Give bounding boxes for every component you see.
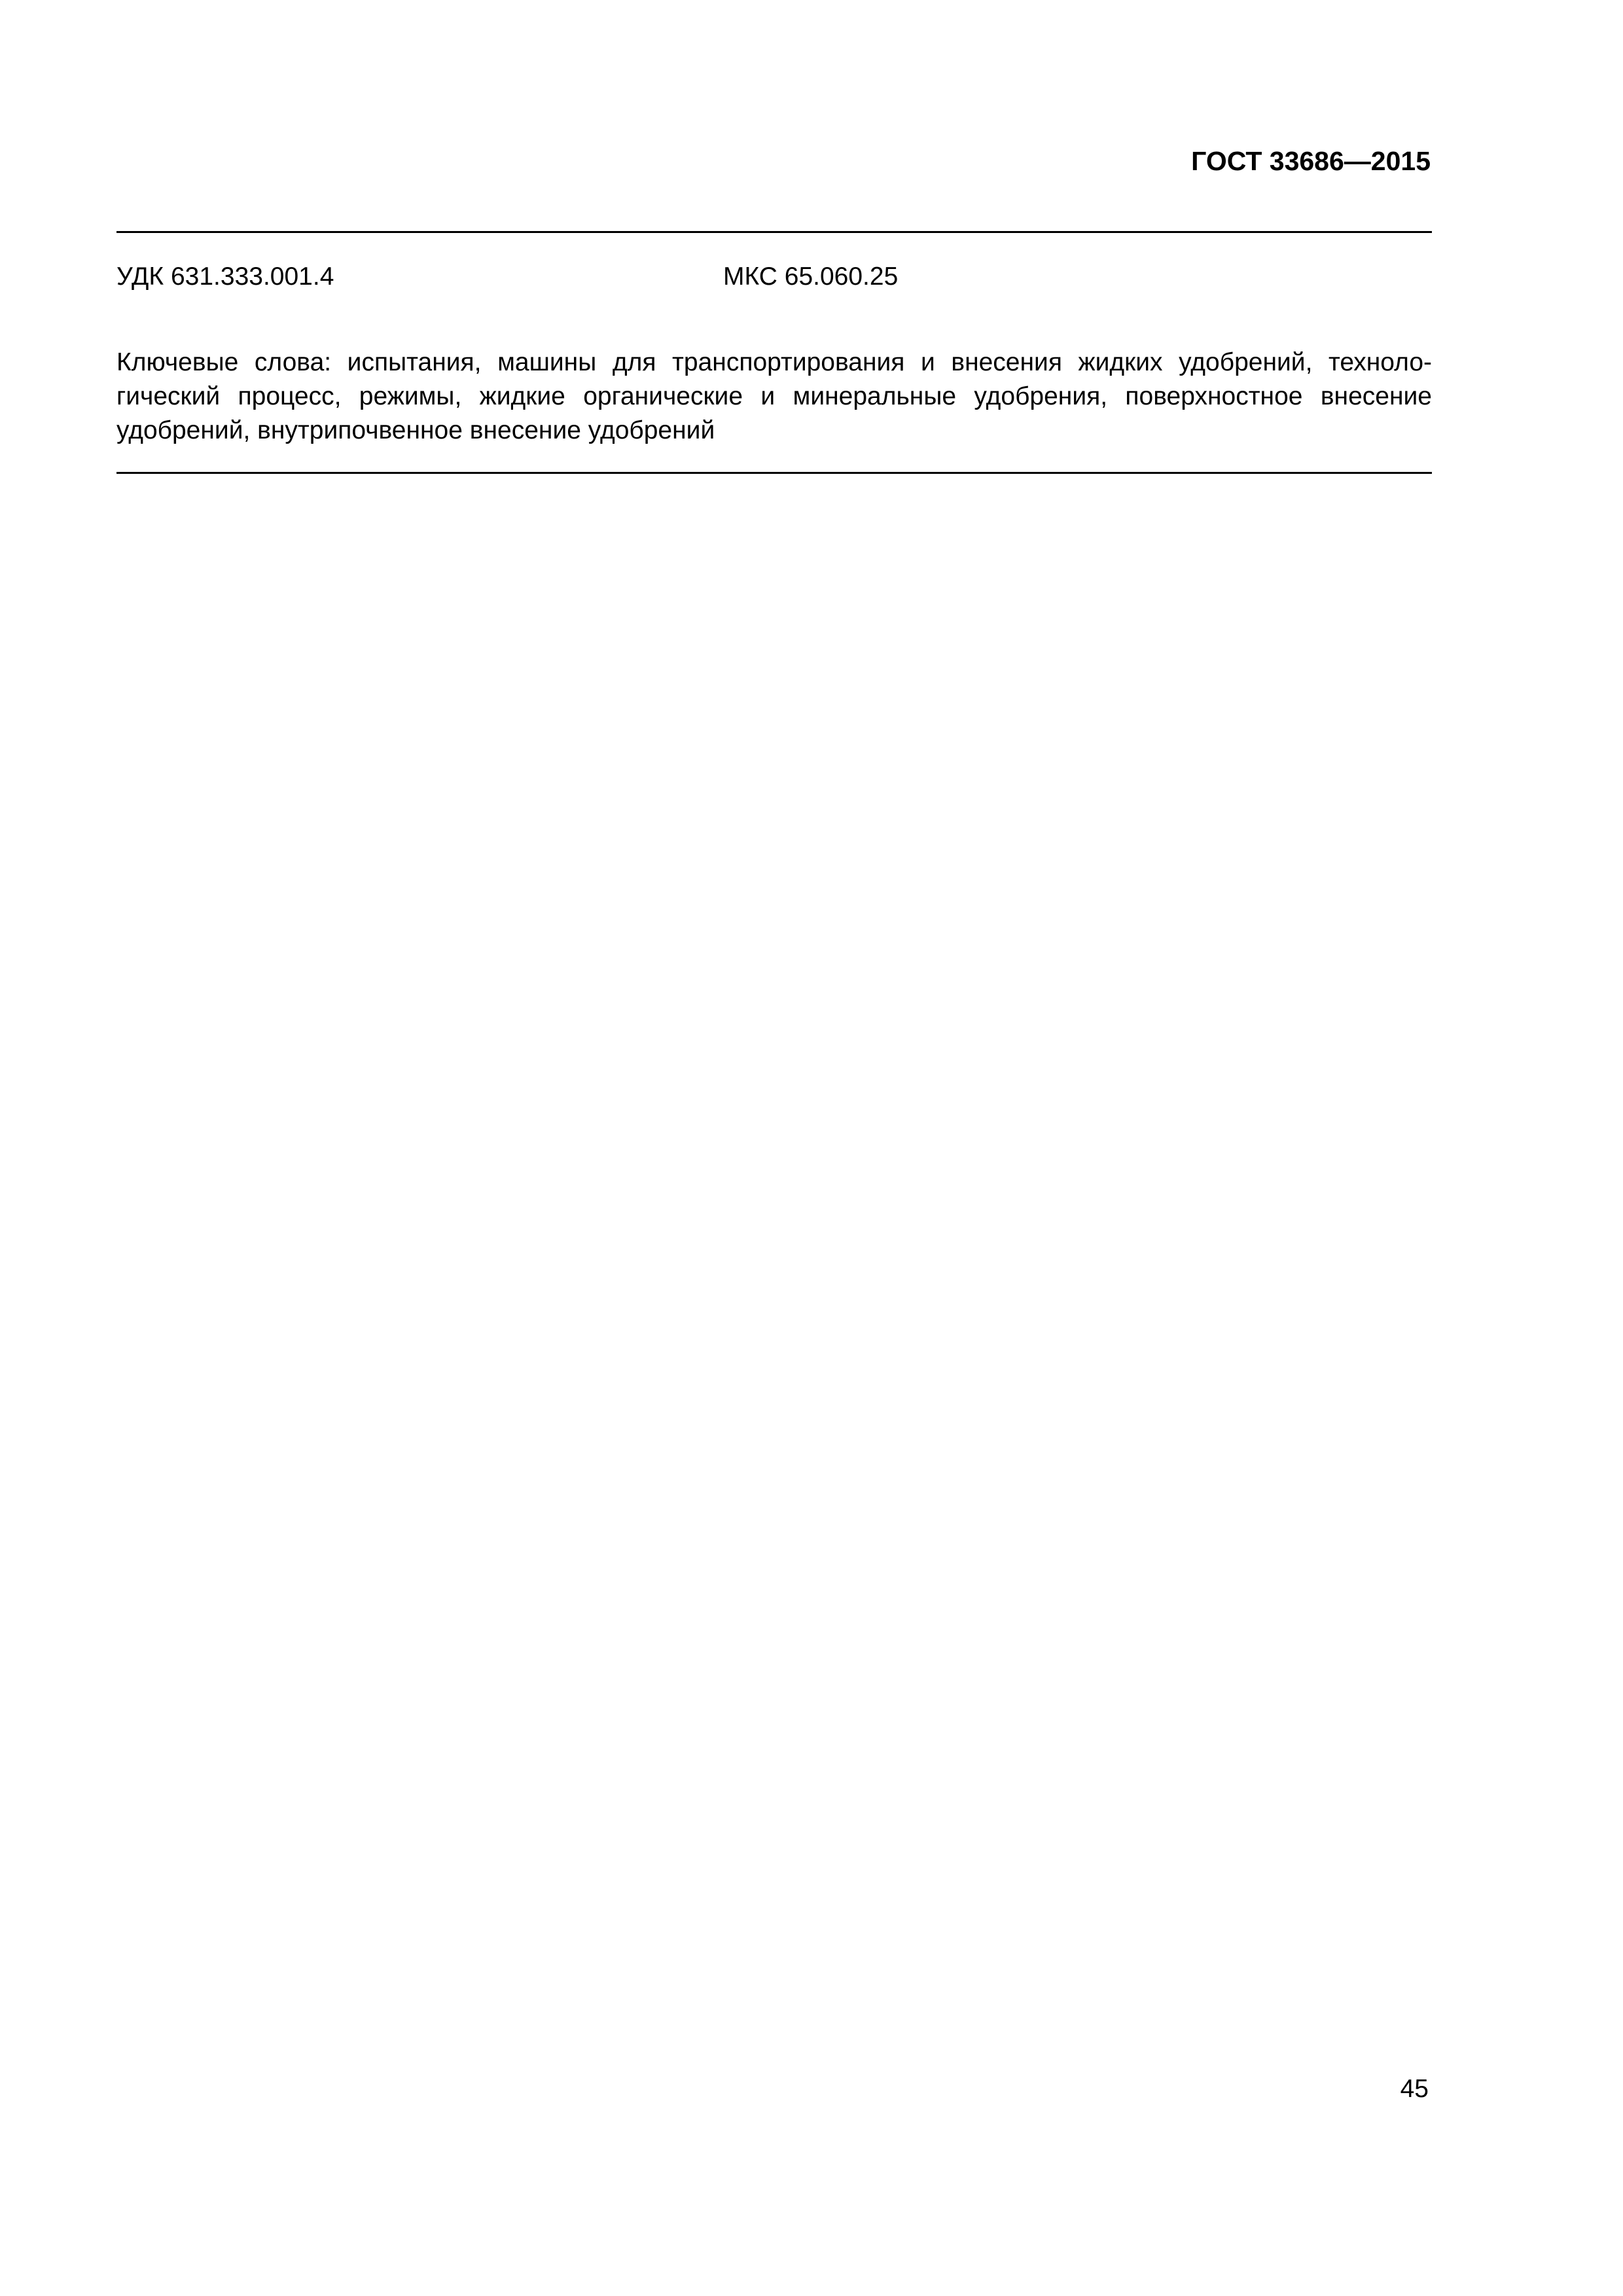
mks-code: МКС 65.060.25 (723, 262, 899, 291)
bottom-divider (116, 472, 1432, 474)
top-divider (116, 231, 1432, 233)
keywords-paragraph (116, 346, 1432, 448)
page-number: 45 (1400, 2075, 1429, 2103)
standard-code: ГОСТ 33686—2015 (1191, 146, 1431, 176)
keywords-line: Ключевые слова: испытания, машины для транспортирования и внесения жидких удобрений, техноло- (116, 348, 1432, 376)
keywords-line: гический процесс, режимы, жидкие органические и минеральные удобрения, поверхностное внесение (116, 382, 1432, 410)
udk-code: УДК 631.333.001.4 (116, 262, 334, 291)
keywords-line: удобрений, внутрипочвенное внесение удобрений (116, 416, 715, 444)
